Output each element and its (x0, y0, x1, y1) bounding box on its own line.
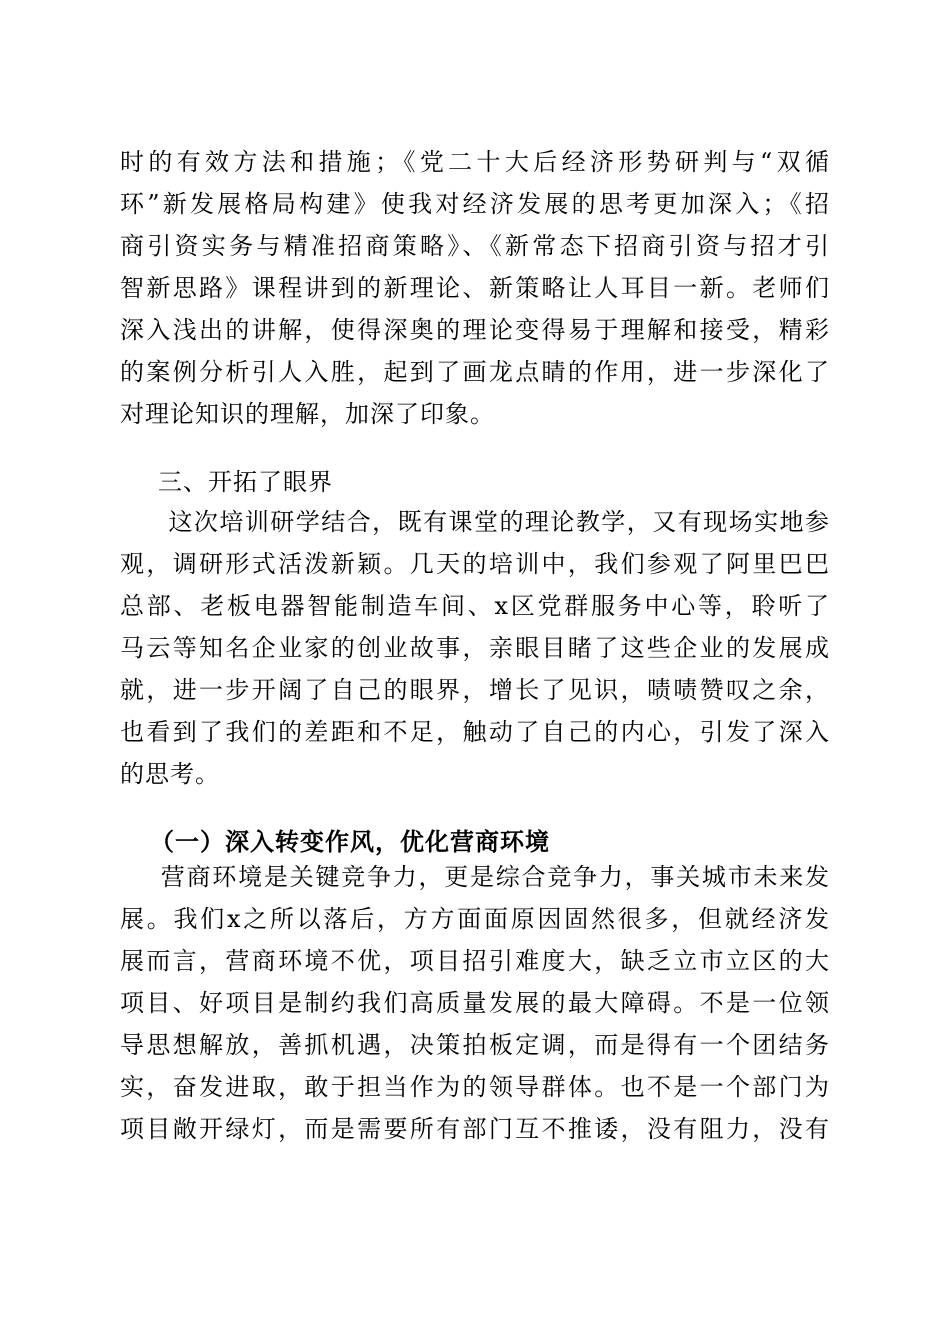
paragraph-line: 营商环境是关键竞争力，更是综合竞争力，事关城市未来发 (160, 863, 830, 891)
subsection-heading: （一）深入转变作风，优化营商环境 (150, 827, 550, 856)
paragraph-3 (120, 856, 830, 1150)
paragraph-line: 就，进一步开阔了自己的眼界，增长了见识，啧啧赞叹之余， (120, 676, 830, 704)
paragraph-line: 的思考。 (120, 760, 220, 788)
paragraph-1 (120, 141, 830, 435)
paragraph-line: 商引资实务与精准招商策略》、《新常态下招商引资与招才引 (120, 232, 830, 260)
paragraph-line: 环”新发展格局构建》使我对经济发展的思考更加深入；《招 (120, 190, 830, 218)
paragraph-line: 对理论知识的理解，加深了印象。 (120, 400, 495, 428)
paragraph-line: 导思想解放，善抓机遇，决策拍板定调，而是得有一个团结务 (120, 1031, 830, 1059)
paragraph-line: 展。我们x之所以落后，方方面面原因固然很多，但就经济发 (120, 905, 830, 933)
paragraph-line: 深入浅出的讲解，使得深奥的理论变得易于理解和接受，精彩 (120, 316, 830, 344)
paragraph-line: 这次培训研学结合，既有课堂的理论教学，又有现场实地参 (168, 508, 830, 536)
paragraph-line: 马云等知名企业家的创业故事，亲眼目睹了这些企业的发展成 (120, 634, 830, 662)
paragraph-line: 项目、好项目是制约我们高质量发展的最大障碍。不是一位领 (120, 989, 830, 1017)
paragraph-line: 时的有效方法和措施；《党二十大后经济形势研判与“双循 (120, 148, 830, 176)
paragraph-line: 智新思路》课程讲到的新理论、新策略让人耳目一新。老师们 (120, 274, 830, 302)
paragraph-line: 也看到了我们的差距和不足，触动了自己的内心，引发了深入 (120, 718, 830, 746)
paragraph-line: 实，奋发进取，敢于担当作为的领导群体。也不是一个部门为 (120, 1073, 830, 1101)
section-heading: 三、开拓了眼界 (158, 468, 333, 496)
paragraph-2 (120, 501, 830, 795)
paragraph-line: 总部、老板电器智能制造车间、x区党群服务中心等，聆听了 (120, 592, 830, 620)
paragraph-line: 观，调研形式活泼新颖。几天的培训中，我们参观了阿里巴巴 (120, 550, 830, 578)
paragraph-line: 项目敞开绿灯，而是需要所有部门互不推诿，没有阻力，没有 (120, 1115, 830, 1143)
paragraph-line: 的案例分析引人入胜，起到了画龙点睛的作用，进一步深化了 (120, 358, 830, 386)
paragraph-line: 展而言，营商环境不优，项目招引难度大，缺乏立市立区的大 (120, 947, 830, 975)
